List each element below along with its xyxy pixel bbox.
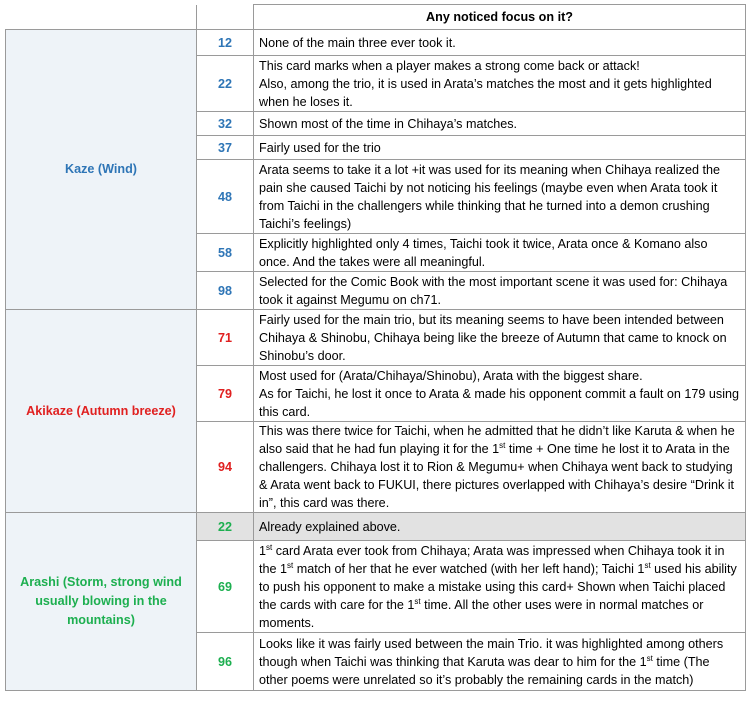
poem-number-cell: 37 — [197, 136, 254, 160]
table-row — [6, 310, 746, 366]
poem-number-cell: 79 — [197, 366, 254, 422]
focus-description-cell: Fairly used for the trio — [254, 136, 746, 160]
poem-number-cell: 22 — [197, 513, 254, 541]
poem-number-cell: 94 — [197, 422, 254, 513]
poem-number-cell: 71 — [197, 310, 254, 366]
blank-corner-cell — [6, 5, 197, 30]
header-row — [6, 5, 746, 30]
focus-description-cell: This card marks when a player makes a strong come back or attack! Also, among the trio, it is used in Arata’s matches the most and it gets highlighted when he loses it. — [254, 56, 746, 112]
poem-number-cell: 32 — [197, 112, 254, 136]
poem-number-cell: 98 — [197, 272, 254, 310]
table-row — [6, 30, 746, 56]
poem-table-container — [5, 4, 745, 691]
poem-number-cell: 22 — [197, 56, 254, 112]
poem-number-cell: 58 — [197, 234, 254, 272]
wind-category-cell: Arashi (Storm, strong wind usually blowing in the mountains) — [6, 513, 197, 691]
blank-corner-cell — [197, 5, 254, 30]
focus-description-cell: None of the main three ever took it. — [254, 30, 746, 56]
poem-number-cell: 96 — [197, 633, 254, 691]
focus-description-cell: Already explained above. — [254, 513, 746, 541]
focus-description-cell: Fairly used for the main trio, but its meaning seems to have been intended between Chihaya & Shinobu, Chihaya being like the breeze of Autumn that came to knock on Shinobu’s door. — [254, 310, 746, 366]
focus-description-cell: Most used for (Arata/Chihaya/Shinobu), Arata with the biggest share. As for Taichi, he lost it once to Arata & made his opponent commit a fault on 179 using this card. — [254, 366, 746, 422]
poem-number-cell: 48 — [197, 160, 254, 234]
focus-description-cell: Looks like it was fairly used between the main Trio. it was highlighted among others though when Taichi was thinking that Karuta was dear to him for the 1st time (The other poems were unrelated so it’s probably the remaining cards in the match) — [254, 633, 746, 691]
focus-description-cell: This was there twice for Taichi, when he admitted that he didn’t like Karuta & when he also said that he had fun playing it for the 1st time + One time he lost it to Arata in the challengers. Chihaya lost it to Rion & Megumu+ when Chihaya went back to studying & Arata went back to FUKUI, there pictures overlapped with Chihaya’s desire “Drink it in”, this card was there. — [254, 422, 746, 513]
wind-category-cell: Kaze (Wind) — [6, 30, 197, 310]
table-body — [6, 5, 746, 691]
wind-category-cell: Akikaze (Autumn breeze) — [6, 310, 197, 513]
focus-description-cell: 1st card Arata ever took from Chihaya; Arata was impressed when Chihaya took it in the 1st match of her that he ever watched (with her left hand); Taichi 1st used his ability to push his opponent to make a mistake using this card+ Shown when Taichi placed the cards with care for the 1st time. All the other uses were in normal matches or moments. — [254, 541, 746, 633]
poem-number-cell: 69 — [197, 541, 254, 633]
focus-description-cell: Explicitly highlighted only 4 times, Taichi took it twice, Arata once & Komano also once. And the takes were all meaningful. — [254, 234, 746, 272]
poem-number-cell: 12 — [197, 30, 254, 56]
column-header: Any noticed focus on it? — [254, 5, 746, 30]
table-row — [6, 513, 746, 541]
focus-description-cell: Shown most of the time in Chihaya’s matches. — [254, 112, 746, 136]
focus-description-cell: Selected for the Comic Book with the most important scene it was used for: Chihaya took it against Megumu on ch71. — [254, 272, 746, 310]
focus-description-cell: Arata seems to take it a lot +it was used for its meaning when Chihaya realized the pain she caused Taichi by not noticing his feelings (maybe even when Arata took it from Taichi in the challengers while thinking that he turned into a demon crushing Taichi’s feelings) — [254, 160, 746, 234]
poem-focus-table — [5, 4, 746, 691]
